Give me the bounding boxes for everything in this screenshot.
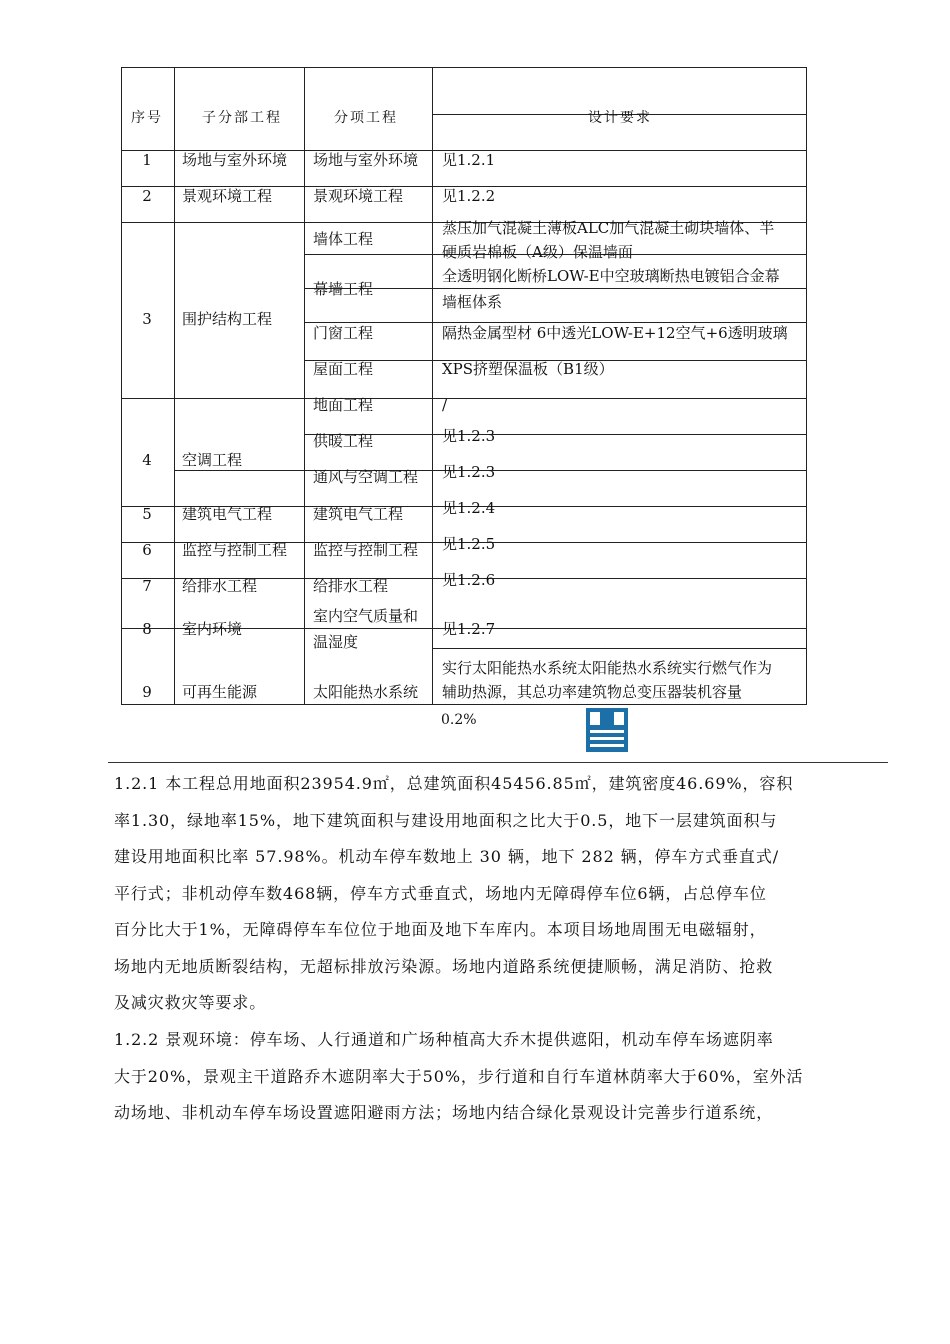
row-item: 室内空气质量和 (313, 607, 419, 625)
row-req: / (442, 396, 448, 414)
text-line: 率1.30，绿地率15%，地下建筑面积与建设用地面积之比大于0.5，地下一层建筑面积与 (114, 810, 778, 830)
row-no: 2 (142, 187, 152, 205)
row-item: 建筑电气工程 (313, 505, 404, 523)
row-sub-division: 可再生能源 (182, 683, 258, 701)
row-req: 见1.2.7 (442, 620, 496, 638)
row-no: 8 (142, 620, 152, 638)
row-item: 门窗工程 (313, 324, 374, 342)
row-no: 3 (142, 310, 152, 328)
row-req: 见1.2.5 (442, 535, 496, 553)
row-item: 通风与空调工程 (313, 468, 419, 486)
company-logo-icon (586, 708, 628, 752)
row-no: 4 (142, 451, 152, 469)
table-row-divider (304, 434, 806, 435)
row-sub-division: 景观环境工程 (182, 187, 273, 205)
table-col-divider (174, 68, 175, 704)
row-sub-division: 建筑电气工程 (182, 505, 273, 523)
row-req: XPS挤塑保温板（B1级） (442, 360, 614, 378)
row-req: 隔热金属型材 6中透光LOW-E+12空气+6透明玻璃 (442, 324, 788, 342)
row-sub-division: 给排水工程 (182, 577, 258, 595)
text-line: 建设用地面积比率 57.98%。机动车停车数地上 30 辆，地下 282 辆，停车方式垂直式/ (114, 847, 780, 866)
row-item: 墙体工程 (313, 230, 374, 248)
table-row-divider (432, 648, 806, 649)
row-req: 见1.2.6 (442, 571, 496, 589)
row-sub-division: 空调工程 (182, 451, 243, 469)
row-req-overflow: 0.2% (441, 712, 477, 728)
table-row-divider (122, 398, 806, 399)
header-item: 分项工程 (334, 110, 398, 126)
header-rule (108, 762, 888, 763)
row-req: 见1.2.3 (442, 427, 496, 445)
header-seq: 序号 (131, 110, 163, 126)
text-line: 场地内无地质断裂结构，无超标排放污染源。场地内道路系统便捷顺畅，满足消防、抢救 (114, 956, 774, 976)
row-sub-division: 监控与控制工程 (182, 541, 288, 559)
row-item: 监控与控制工程 (313, 541, 419, 559)
row-item: 太阳能热水系统 (313, 683, 419, 701)
table-col-divider (432, 68, 433, 704)
row-item: 幕墙工程 (313, 280, 374, 298)
text-line: 及减灾救灾等要求。 (114, 993, 267, 1012)
row-item: 地面工程 (313, 396, 374, 414)
row-req: 实行太阳能热水系统太阳能热水系统实行燃气作为 (442, 659, 773, 677)
row-req: 辅助热源，其总功率建筑物总变压器装机容量 (442, 683, 743, 701)
text-line: 1.2.1 本工程总用地面积23954.9㎡，总建筑面积45456.85㎡，建筑密度46.69%，容积 (114, 774, 794, 793)
table-row-divider (304, 288, 806, 289)
row-item: 屋面工程 (313, 360, 374, 378)
row-sub-division: 场地与室外环境 (182, 151, 288, 169)
text-line: 1.2.2 景观环境：停车场、人行通道和广场种植高大乔木提供遮阳，机动车停车场遮阴率 (114, 1030, 774, 1049)
row-item: 场地与室外环境 (313, 151, 419, 169)
paragraph-1-2-1 (114, 766, 864, 1022)
row-sub-division: 围护结构工程 (182, 310, 273, 328)
row-req: 见1.2.1 (442, 151, 496, 169)
row-no: 5 (142, 505, 152, 523)
design-requirements-table (121, 67, 807, 705)
paragraph-1-2-2 (114, 1022, 864, 1132)
text-line: 大于20%，景观主干道路乔木遮阴率大于50%，步行道和自行车道林荫率大于60%，室外活 (114, 1066, 804, 1086)
row-item: 景观环境工程 (313, 187, 404, 205)
row-item: 给排水工程 (313, 577, 389, 595)
table-col-divider (304, 68, 305, 704)
row-req: 墙框体系 (442, 293, 503, 311)
header-sub-division: 子分部工程 (202, 110, 282, 126)
row-no: 6 (142, 541, 152, 559)
row-sub-division: 室内环境 (182, 620, 243, 638)
text-line: 平行式；非机动停车数468辆，停车方式垂直式，场地内无障碍停车位6辆，占总停车位 (114, 883, 767, 903)
row-no: 9 (142, 683, 152, 701)
text-line: 动场地、非机动车停车场设置遮阳避雨方法；场地内结合绿化景观设计完善步行道系统， (114, 1103, 774, 1122)
row-req: 硬质岩棉板（A级）保温墙面 (442, 243, 633, 261)
row-item: 供暖工程 (313, 432, 374, 450)
row-req: 见1.2.4 (442, 499, 496, 517)
text-line: 百分比大于1%，无障碍停车车位位于地面及地下车库内。本项目场地周围无电磁辐射， (114, 920, 767, 939)
row-no: 7 (142, 577, 152, 595)
row-req: 蒸压加气混凝土薄板ALC加气混凝土砌块墙体、半 (442, 219, 775, 237)
row-req: 见1.2.3 (442, 463, 496, 481)
row-req: 见1.2.2 (442, 187, 496, 205)
header-requirement: 设计要求 (588, 110, 652, 126)
row-req: 全透明钢化断桥LOW-E中空玻璃断热电镀铝合金幕 (442, 267, 780, 285)
row-item: 温湿度 (313, 633, 359, 651)
row-no: 1 (142, 151, 152, 169)
